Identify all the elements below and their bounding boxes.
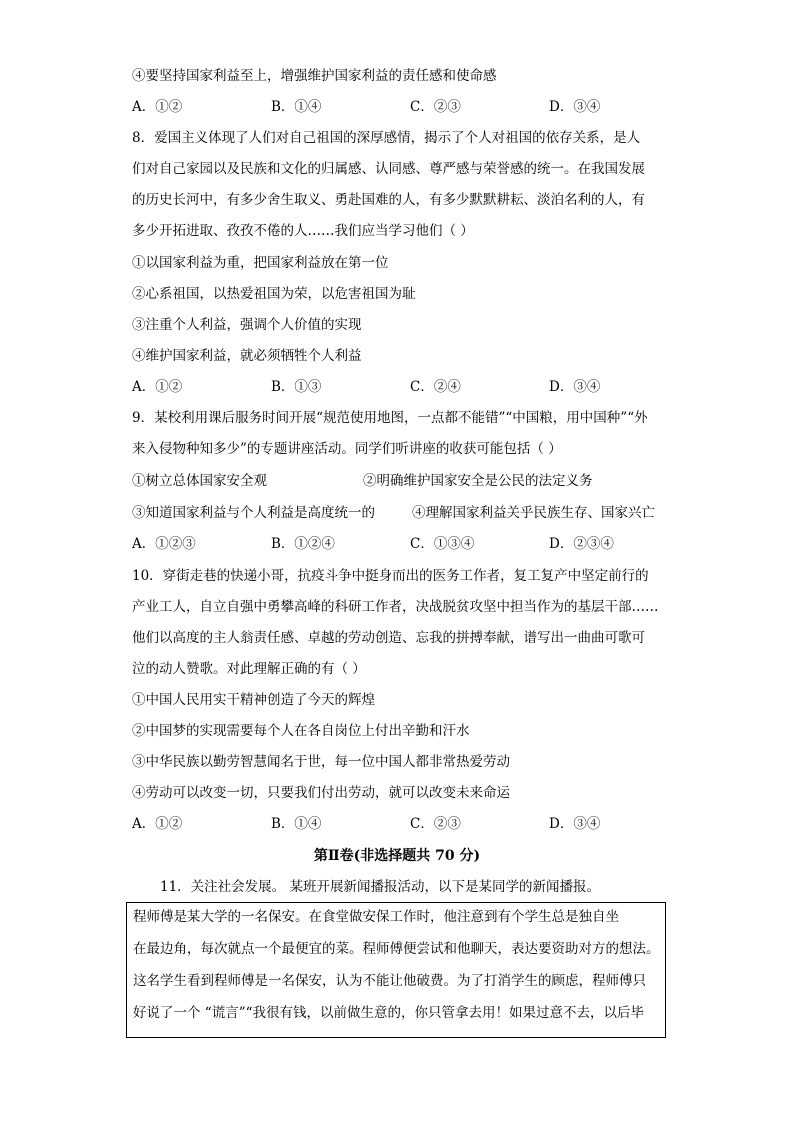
q8-stem-line-3: 的历史长河中，有多少舍生取义、勇赴国难的人，有多少默默耕耘、淡泊名利的人，有 — [132, 192, 645, 208]
q10-item-2: ②中国梦的实现需要每个人在各自岗位上付出辛勤和汗水 — [132, 723, 470, 739]
q10-item-3: ③中华民族以勤劳智慧闻名于世，每一位中国人都非常热爱劳动 — [132, 754, 510, 770]
part-2-heading: 第Ⅱ卷(非选择题共 70 分) — [313, 848, 481, 864]
q8-stem-line-1: 8．爱国主义体现了人们对自己祖国的深厚感情，揭示了个人对祖国的依存关系，是人 — [132, 130, 641, 146]
q9-item-4: ④理解国家利益关乎民族生存、国家兴亡 — [412, 505, 655, 521]
q8-item-2: ②心系祖国，以热爱祖国为荣，以危害祖国为耻 — [132, 286, 416, 302]
q9-option-d[interactable]: D．②③④ — [549, 536, 614, 552]
q9-stem-line-2: 来入侵物种知多少”的专题讲座活动。同学们听讲座的收获可能包括（ ） — [132, 441, 562, 457]
q8-item-4: ④维护国家利益，就必须牺牲个人利益 — [132, 348, 362, 364]
q8-item-3: ③注重个人利益，强调个人价值的实现 — [132, 317, 362, 333]
q7-item-4: ④要坚持国家利益至上，增强维护国家利益的责任感和使命感 — [132, 68, 497, 84]
q10-option-a[interactable]: A．①② — [132, 816, 183, 832]
q11-intro: 11．关注社会发展。 某班开展新闻播报活动，以下是某同学的新闻播报。 — [160, 879, 600, 895]
q8-option-c[interactable]: C．②④ — [410, 379, 461, 395]
q10-option-d[interactable]: D．③④ — [549, 816, 601, 832]
q10-option-b[interactable]: B．①④ — [271, 816, 322, 832]
q8-stem-line-2: 们对自己家园以及民族和文化的归属感、认同感、尊严感与荣誉感的统一。在我国发展 — [132, 161, 645, 177]
q9-option-a[interactable]: A．①②③ — [132, 536, 196, 552]
q10-stem-line-2: 产业工人，自立自强中勇攀高峰的科研工作者，决战脱贫攻坚中担当作为的基层干部…… — [132, 599, 659, 615]
q10-option-c[interactable]: C．②③ — [410, 816, 461, 832]
q8-option-d[interactable]: D．③④ — [549, 379, 601, 395]
q9-item-2: ②明确维护国家安全是公民的法定义务 — [363, 473, 593, 489]
q9-stem-line-1: 9．某校利用课后服务时间开展“规范使用地图，一点都不能错”“中国粮，用中国种”“外 — [132, 410, 648, 426]
q9-item-3: ③知道国家利益与个人利益是高度统一的 — [132, 505, 375, 521]
q11-news-box — [126, 902, 666, 1038]
q7-option-c[interactable]: C．②③ — [410, 99, 461, 115]
q9-option-c[interactable]: C．①③④ — [410, 536, 475, 552]
q10-item-1: ①中国人民用实干精神创造了今天的辉煌 — [132, 692, 375, 708]
q8-option-a[interactable]: A．①② — [132, 379, 183, 395]
q7-option-d[interactable]: D．③④ — [549, 99, 601, 115]
q8-item-1: ①以国家利益为重，把国家利益放在第一位 — [132, 255, 389, 271]
q11-box-line-2: 在最边角，每次就点一个最便宜的菜。程师傅便尝试和他聊天，表达要资助对方的想法。 — [133, 941, 660, 957]
q10-stem-line-4: 泣的动人赞歌。对此理解正确的有（ ） — [132, 661, 366, 677]
q7-option-a[interactable]: A．①② — [132, 99, 183, 115]
q8-stem-line-4: 多少开拓进取、孜孜不倦的人……我们应当学习他们（ ） — [132, 223, 474, 239]
q11-box-line-1: 程师傅是某大学的一名保安。在食堂做安保工作时，他注意到有个学生总是独自坐 — [133, 909, 619, 925]
q7-option-b[interactable]: B．①④ — [271, 99, 322, 115]
q8-option-b[interactable]: B．①③ — [271, 379, 322, 395]
q10-stem-line-1: 10．穿街走巷的快递小哥，抗疫斗争中挺身而出的医务工作者，复工复产中坚定前行的 — [132, 568, 649, 584]
q11-box-line-4: 好说了一个 “谎言”“我很有钱，以前做生意的，你只管拿去用！如果过意不去，以后毕 — [133, 1005, 644, 1021]
q9-item-1: ①树立总体国家安全观 — [132, 473, 267, 489]
q10-stem-line-3: 他们以高度的主人翁责任感、卓越的劳动创造、忘我的拼搏奉献，谱写出一曲曲可歌可 — [132, 630, 645, 646]
q11-box-line-3: 这名学生看到程师傅是一名保安，认为不能让他破费。为了打消学生的顾虑，程师傅只 — [133, 973, 646, 989]
q10-item-4: ④劳动可以改变一切，只要我们付出劳动，就可以改变未来命运 — [132, 785, 510, 801]
q9-option-b[interactable]: B．①②④ — [271, 536, 335, 552]
